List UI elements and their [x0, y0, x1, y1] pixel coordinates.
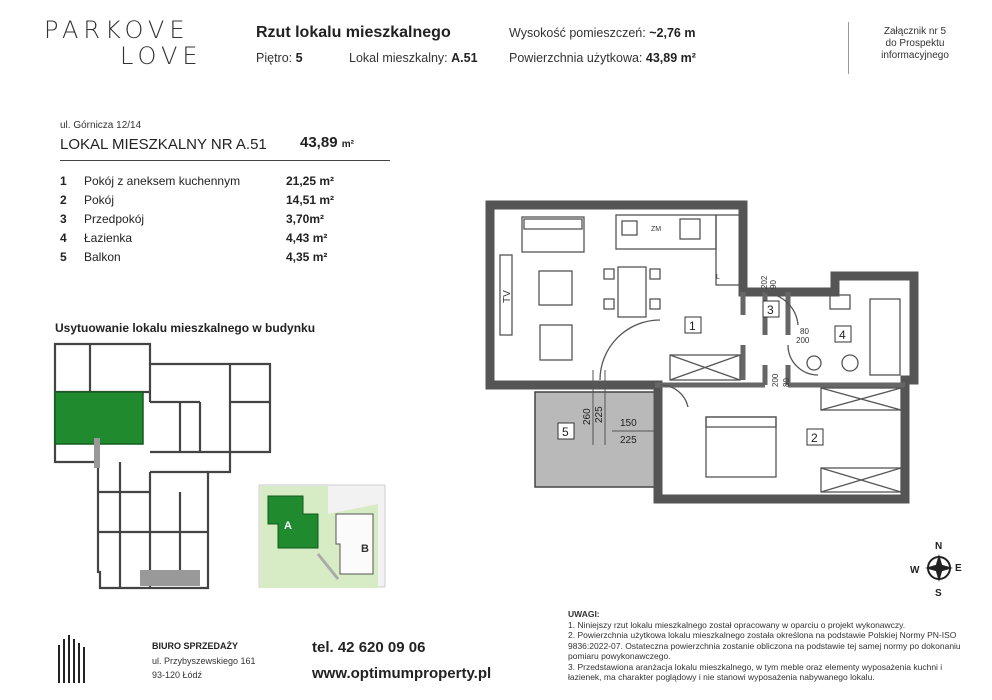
sales-phone[interactable]: tel. 42 620 09 06 [312, 639, 426, 656]
compass-w: W [910, 565, 920, 576]
dim-202: 202 [760, 275, 769, 289]
unit-info [349, 51, 478, 65]
room-name: Przedpokój [84, 212, 145, 226]
sales-street: ul. Przybyszewskiego 161 [152, 656, 256, 666]
room-label-2: 2 [811, 431, 818, 445]
floor-info [256, 51, 303, 65]
unit-name: LOKAL MIESZKALNY NR A.51 [60, 136, 267, 153]
dim-150: 150 [620, 418, 637, 429]
room-num: 5 [60, 250, 67, 264]
dim-260: 260 [582, 408, 593, 425]
room-row [60, 250, 360, 269]
room-area: 21,25 m² [286, 174, 335, 188]
height-label: Wysokość pomieszczeń: [509, 26, 646, 40]
room-row [60, 174, 360, 193]
unit-area-unit: m² [341, 139, 354, 150]
height-value: ~2,76 m [649, 26, 696, 40]
room-row [60, 193, 360, 212]
room-area: 4,35 m² [286, 250, 328, 264]
room-num: 1 [60, 174, 67, 188]
location-title: Usytuowanie lokalu mieszkalnego w budynku [55, 321, 316, 335]
unit-area [300, 134, 354, 151]
room-name: Balkon [84, 250, 121, 264]
site-label-a: A [284, 520, 292, 532]
compass-e: E [955, 563, 962, 574]
dim-225-a: 225 [594, 406, 605, 423]
dim-200-a: 200 [796, 336, 810, 345]
room-num: 4 [60, 231, 67, 245]
area-value: 43,89 m² [645, 51, 696, 65]
storage-label: L [716, 274, 720, 281]
annex-line-2: do Prospektu [885, 38, 945, 49]
room-row [60, 231, 360, 250]
room-name: Łazienka [84, 231, 133, 245]
highlighted-unit [55, 392, 143, 444]
area-label: Powierzchnia użytkowa: [509, 51, 643, 65]
dim-80-a: 80 [800, 327, 809, 336]
annex-note [868, 26, 962, 62]
apartment-floor-plan [480, 195, 920, 510]
unit-divider [60, 160, 390, 161]
compass-rose [908, 540, 970, 598]
room-num: 3 [60, 212, 67, 226]
annex-line-1: Załącznik nr 5 [883, 26, 947, 37]
compass-s: S [935, 588, 942, 598]
sales-website[interactable]: www.optimumproperty.pl [312, 665, 492, 682]
site-label-b: B [361, 543, 369, 555]
floor-label: Piętro: [256, 51, 293, 65]
annex-line-3: informacyjnego [881, 50, 949, 61]
floor-value: 5 [295, 51, 303, 65]
dim-200-b: 200 [771, 373, 780, 387]
dim-225-b: 225 [620, 435, 637, 446]
tv-label: TV [502, 290, 513, 303]
room-area: 4,43 m² [286, 231, 328, 245]
dim-80-b: 80 [782, 378, 791, 387]
sales-city: 93-120 Łódź [152, 670, 203, 680]
fridge-label: ZM [651, 226, 662, 233]
unit-area-value: 43,89 [300, 134, 338, 151]
header-divider [848, 22, 849, 74]
room-label-5: 5 [562, 425, 569, 439]
brand-line-1: PARKOVE [44, 16, 190, 44]
room-name: Pokój z aneksem kuchennym [84, 174, 241, 188]
room-row [60, 212, 360, 231]
unit-value: A.51 [451, 51, 478, 65]
room-label-1: 1 [689, 319, 696, 333]
notes-block [568, 609, 973, 683]
unit-address: ul. Górnicza 12/14 [60, 120, 142, 131]
unit-label: Lokal mieszkalny: [349, 51, 448, 65]
building-floor-plan [50, 342, 280, 590]
note-1: 1. Niniejszy rzut lokalu mieszkalnego został opracowany w oparciu o projekt wykonawczy. [568, 619, 906, 630]
note-3: 3. Przedstawiona aranżacja lokalu mieszkalnego, w tym meble oraz elementy wyposażenia kuchni i łazienek, ma charakter poglądowy i nie stanowi wyposażenia nabywanego lokalu. [568, 661, 943, 682]
room-label-3: 3 [767, 303, 774, 317]
site-map [258, 484, 386, 588]
room-area: 3,70m² [286, 212, 325, 226]
notes-title: UWAGI: [568, 609, 600, 619]
compass-n: N [935, 541, 943, 552]
room-num: 2 [60, 193, 67, 207]
room-label-4: 4 [839, 328, 846, 342]
room-area: 14,51 m² [286, 193, 335, 207]
brand-line-2: LOVE [120, 42, 203, 70]
balcony-area [535, 392, 655, 487]
sales-title: BIURO SPRZEDAŻY [152, 641, 239, 651]
developer-logo [50, 633, 120, 685]
room-name: Pokój [84, 193, 115, 207]
area-info [509, 51, 696, 65]
height-info [509, 26, 695, 40]
dim-90: 90 [769, 280, 778, 289]
note-2: 2. Powierzchnia użytkowa lokalu mieszkalnego została określona na podstawie Polskiej Normy PN-ISO 9836:2022-07. Ostateczna powierzchnia zostanie obliczona na podstawie tej samej normy po dokonaniu pomiaru powykonawczego. [568, 630, 961, 661]
page-title: Rzut lokalu mieszkalnego [256, 24, 451, 41]
